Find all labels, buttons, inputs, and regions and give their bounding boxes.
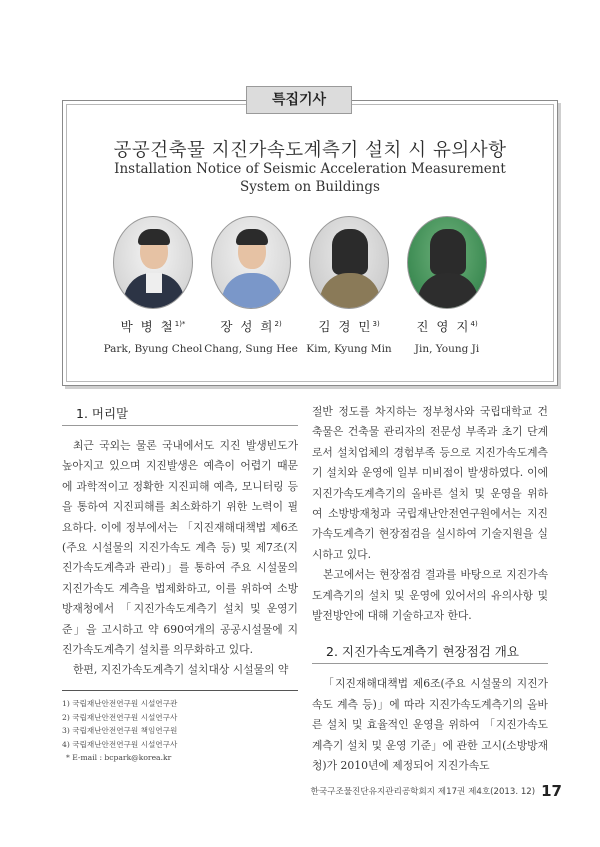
- footnote: 1) 국립재난안전연구원 시설연구관: [62, 699, 178, 708]
- footnote-email: * E-mail : bcpark@korea.kr: [66, 753, 172, 762]
- author-name-korean: 김 경 민$^{3)}$: [318, 319, 380, 334]
- footnote: 3) 국립재난안전연구원 책임연구원: [62, 726, 178, 735]
- section-heading-inspection-overview: 2. 지진가속도계측기 현장점검 개요: [312, 642, 548, 664]
- page-number: 17: [541, 782, 562, 800]
- author-photo: [407, 216, 487, 309]
- body-paragraph: 절반 정도를 차지하는 정부청사와 국립대학교 건축물은 건축물 관리자의 전문성 부족과 초기 단계로서 설치업체의 경험부족 등으로 지진가속도계측기 설치와 운영에 일부 미비점이 발생하였다. 이에 지진가속도계측기의 올바른 설치 및 운영을 위하여 소방방재청과 국립재난안전연구원에서는 지진가속도계측기 현장점검을 실시하여 기술지원을 실시하고 있다.: [312, 405, 548, 561]
- body-paragraph: 한편, 지진가속도계측기 설치대상 시설물의 약: [73, 663, 289, 677]
- article-title-english-line2: System on Buildings: [240, 179, 380, 195]
- journal-citation: 한국구조물진단유지관리공학회지 제17권 제4호(2013. 12): [310, 787, 536, 797]
- author-name-korean: 진 영 지$^{4)}$: [416, 319, 478, 334]
- article-title-korean: 공공건축물 지진가속도계측기 설치 시 유의사항: [113, 140, 507, 161]
- body-paragraph: 본고에서는 현장점검 결과를 바탕으로 지진가속도계측기의 설치 및 운영에 있어서의 유의사항 및 발전방안에 대해 기술하고자 한다.: [312, 568, 548, 623]
- section-heading-introduction: 1. 머리말: [62, 404, 298, 426]
- author-photo: [211, 216, 291, 309]
- author-3: [294, 216, 404, 355]
- footnote: 2) 국립재난안전연구원 시설연구사: [62, 712, 178, 722]
- body-paragraph: 「지진재해대책법 제6조(주요 시설물의 지진가속도 계측 등)」에 따라 지진가속도계측기의 올바른 설치 및 효율적인 운영을 위하여 「지진가속도계측기 설치 및 운영 기준」에 관한 고시(소방방재청)가 2010년에 제정되어 지진가속도: [312, 677, 548, 773]
- article-title-english: [62, 160, 558, 196]
- author-photo: [309, 216, 389, 309]
- author-4: [392, 216, 502, 355]
- footnotes: [62, 690, 298, 765]
- author-name-english: Park, Byung Cheol: [103, 343, 203, 355]
- section-badge: 특집기사: [246, 86, 352, 114]
- author-name-korean: 박 병 철$^{1)*}$: [120, 319, 186, 334]
- right-column: [312, 402, 548, 777]
- left-column: [62, 404, 298, 681]
- author-2: [196, 216, 306, 355]
- author-name-english: Kim, Kyung Min: [306, 343, 392, 355]
- author-name-english: Jin, Young Ji: [414, 343, 480, 355]
- author-1: [98, 216, 208, 355]
- author-name-english: Chang, Sung Hee: [204, 343, 298, 355]
- article-title-english-line1: Installation Notice of Seismic Acceleration Measurement: [114, 161, 506, 177]
- author-name-korean: 장 성 희$^{2)}$: [220, 319, 282, 334]
- footnote: 4) 국립재난안전연구원 시설연구사: [62, 739, 178, 749]
- page-footer: [310, 782, 562, 800]
- author-photo: [113, 216, 193, 309]
- body-paragraph: 최근 국외는 물론 국내에서도 지진 발생빈도가 높아지고 있으며 지진발생은 예측이 어렵기 때문에 과학적이고 정확한 지진피해 예측, 모니터링 등을 통하여 지진피해를 최소화하기 위한 노력이 필요하다. 이에 정부에서는 「지진재해대책법 제6조(주요 시설물의 지진가속도 계측 등) 및 제7조(지진가속도계측과 관리)」를 통하여 주요 시설물의 지진가속도 계측을 법제화하고, 이를 위하여 소방방재청에서 「지진가속도계측기 설치 및 운영기준」을 고시하고 약 690여개의 공공시설물에 지진가속도계측기 설치를 의무화하고 있다.: [62, 439, 298, 657]
